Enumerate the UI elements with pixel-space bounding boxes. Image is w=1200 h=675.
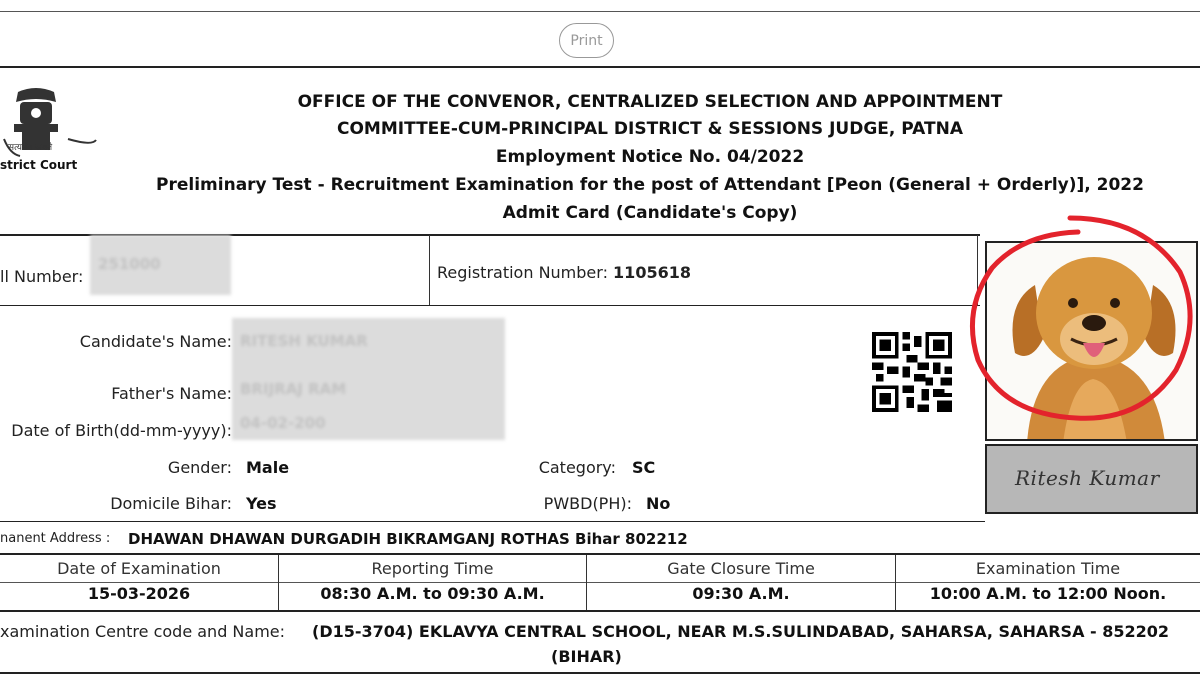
td-exam-time: 10:00 A.M. to 12:00 Noon. — [929, 584, 1167, 603]
office-title-line2: COMMITTEE-CUM-PRINCIPAL DISTRICT & SESSIONS JUDGE, PATNA — [337, 119, 963, 139]
td-gate-closure: 09:30 A.M. — [692, 584, 790, 603]
divider — [977, 235, 978, 305]
th-exam-date: Date of Examination — [57, 559, 221, 578]
address-label: nanent Address : — [0, 531, 111, 546]
table-bottom-rule — [0, 610, 1200, 612]
registration-value: 1105618 — [613, 263, 691, 282]
emblem-caption: strict Court — [0, 158, 78, 172]
centre-value-line1: (D15-3704) EKLAVYA CENTRAL SCHOOL, NEAR M.S.SULINDABAD, SAHARSA, SAHARSA - 852202 — [312, 622, 1170, 641]
pwbd-label: PWBD(PH): — [543, 494, 632, 513]
td-reporting-time: 08:30 A.M. to 09:30 A.M. — [320, 584, 545, 603]
admit-card-type: Admit Card (Candidate's Copy) — [502, 203, 798, 223]
domicile-value: Yes — [246, 494, 277, 513]
top-rule — [0, 11, 1200, 12]
domicile-label: Domicile Bihar: — [110, 494, 232, 513]
candidate-name-label: Candidate's Name: — [79, 332, 232, 351]
centre-value-line2: (BIHAR) — [551, 647, 622, 666]
centre-label: xamination Centre code and Name: — [0, 622, 286, 641]
signature-text: Ritesh Kumar — [1015, 466, 1160, 490]
roll-number-value: 251000 — [90, 235, 231, 295]
td-exam-date: 15-03-2026 — [87, 584, 191, 603]
dob-value: 04-02-200 — [240, 414, 326, 432]
office-title-line1: OFFICE OF THE CONVENOR, CENTRALIZED SELECTION AND APPOINTMENT — [297, 92, 1003, 112]
address-value: DHAWAN DHAWAN DURGADIH BIKRAMGANJ ROTHAS Bihar 802212 — [128, 530, 688, 548]
exam-title: Preliminary Test - Recruitment Examination for the post of Attendant [Peon (General + Orderly)], 2022 — [156, 175, 1144, 195]
bottom-rule — [0, 672, 1200, 674]
row-rule — [0, 521, 985, 522]
pwbd-value: No — [646, 494, 671, 513]
candidate-photo — [985, 241, 1198, 441]
registration-label: Registration Number: 1105618 — [437, 263, 691, 282]
national-emblem-icon — [0, 84, 100, 174]
father-name-label: Father's Name: — [111, 384, 232, 403]
table-top-rule — [0, 553, 1200, 555]
personal-details-blur — [232, 318, 505, 440]
candidate-signature — [985, 444, 1198, 514]
dob-label: Date of Birth(dd-mm-yyyy): — [11, 421, 232, 440]
category-value: SC — [632, 458, 656, 477]
qr-code-icon — [872, 332, 952, 412]
header-rule — [0, 66, 1200, 68]
category-label: Category: — [538, 458, 616, 477]
print-button[interactable]: Print — [559, 23, 614, 58]
svg-text:सत्यमेव जयते: सत्यमेव जयते — [8, 143, 53, 153]
gender-label: Gender: — [167, 458, 232, 477]
th-exam-time: Examination Time — [975, 559, 1121, 578]
father-name-value: BRIJRAJ RAM — [240, 380, 347, 398]
th-gate-closure: Gate Closure Time — [667, 559, 815, 578]
gender-value: Male — [246, 458, 290, 477]
row-rule — [0, 305, 980, 306]
employment-notice: Employment Notice No. 04/2022 — [495, 147, 805, 167]
roll-number-label: ll Number: — [0, 267, 84, 286]
divider — [429, 235, 430, 305]
th-reporting-time: Reporting Time — [371, 559, 494, 578]
dog-photo — [987, 243, 1198, 441]
candidate-name-value: RITESH KUMAR — [240, 332, 368, 350]
